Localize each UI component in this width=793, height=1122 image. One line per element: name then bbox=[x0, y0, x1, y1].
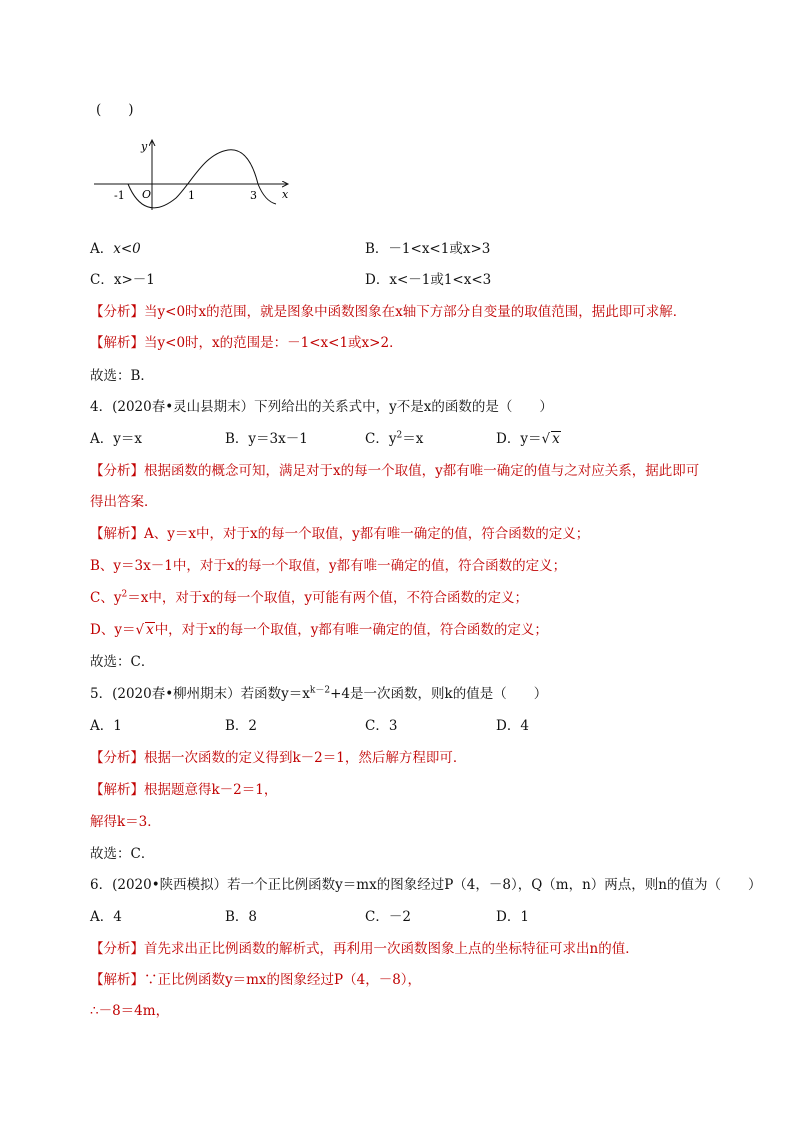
graph-x-label: x bbox=[282, 188, 289, 201]
graph-tick-neg1: -1 bbox=[114, 189, 125, 202]
q5-solution: 【解析】根据题意得k－2＝1， bbox=[90, 782, 278, 798]
q6-option-a: A．4 bbox=[90, 909, 122, 925]
q4-solution-a: 【解析】A、y＝x中，对于x的每一个取值，y都有唯一确定的值，符合函数的定义； bbox=[90, 526, 590, 542]
q4-solution-c: C、$y^2=x$中，对于x的每一个取值，y可能有两个值，不符合函数的定义； bbox=[90, 589, 529, 606]
q3-paren: ( ) bbox=[96, 102, 134, 118]
q5-option-b: B．2 bbox=[225, 718, 258, 734]
q5-option-d: D．4 bbox=[496, 718, 529, 734]
q3-option-c: C．x>－1 bbox=[90, 272, 155, 288]
q6-analysis: 【分析】首先求出正比例函数的解析式，再利用一次函数图象上点的坐标特征可求出n的值． bbox=[90, 941, 639, 957]
q3-solution: 【解析】当y<0时，x的范围是：－1<x<1或x>2． bbox=[90, 335, 403, 351]
q4-stem: 4．(2020春•灵山县期末）下列给出的关系式中，y不是x的函数的是（ ） bbox=[90, 399, 553, 415]
q4-solution-d: D、y＝√ x中，对于x的每一个取值，y都有唯一确定的值，符合函数的定义； bbox=[90, 622, 548, 638]
q6-option-c: C．－2 bbox=[365, 909, 411, 925]
graph-tick-1: 1 bbox=[188, 189, 195, 202]
q3-option-d: D．x<－1或1<x<3 bbox=[365, 272, 492, 288]
q4-analysis-line1: 【分析】根据函数的概念可知，满足对于x的每一个取值，y都有唯一确定的值与之对应关系，据此即可 bbox=[90, 463, 700, 479]
q5-option-c: C．3 bbox=[365, 718, 398, 734]
graph-tick-3: 3 bbox=[250, 189, 257, 202]
q5-option-a: A．1 bbox=[90, 718, 122, 734]
q5-answer: 故选：C． bbox=[90, 846, 155, 862]
q5-solve: 解得k＝3． bbox=[90, 814, 161, 830]
graph-origin-label: O bbox=[142, 188, 152, 201]
q4-analysis-line2: 得出答案． bbox=[90, 494, 158, 510]
q5-stem: 5．(2020春•柳州期末）若函数$y=x^{k-2}+4$是一次函数，则k的值是（ ） bbox=[90, 685, 548, 702]
q3-analysis: 【分析】当y<0时x的范围，就是图象中函数图象在x轴下方部分自变量的取值范围，据此即可求解． bbox=[90, 304, 687, 320]
q3-option-b: B．－1<x<1或x>3 bbox=[365, 241, 491, 257]
q6-option-d: D．1 bbox=[496, 909, 529, 925]
q3-option-a: A．x<0 bbox=[90, 241, 141, 257]
q4-option-c: C．$y^2=x$ bbox=[365, 430, 424, 447]
q5-analysis: 【分析】根据一次函数的定义得到k－2＝1，然后解方程即可． bbox=[90, 750, 467, 766]
q6-option-b: B．8 bbox=[225, 909, 258, 925]
q3-function-graph bbox=[92, 132, 302, 212]
q4-option-d: D．y＝√ x bbox=[496, 431, 560, 447]
graph-y-label: y bbox=[141, 140, 148, 153]
q4-option-b: B．y＝3x－1 bbox=[225, 431, 308, 447]
q4-solution-b: B、y＝3x－1中，对于x的每一个取值，y都有唯一确定的值，符合函数的定义； bbox=[90, 558, 567, 574]
q4-answer: 故选：C． bbox=[90, 654, 155, 670]
q3-answer: 故选：B． bbox=[90, 368, 154, 384]
q6-solution: 【解析】∵正比例函数y＝mx的图象经过P（4，－8）， bbox=[90, 972, 422, 988]
q6-step: ∴－8＝4m， bbox=[90, 1003, 170, 1019]
q4-option-a: A．y＝x bbox=[90, 431, 142, 447]
q6-stem: 6．(2020•陕西模拟）若一个正比例函数y＝mx的图象经过P（4，－8），Q（m，n）两点，则n的值为（ ） bbox=[90, 877, 762, 893]
